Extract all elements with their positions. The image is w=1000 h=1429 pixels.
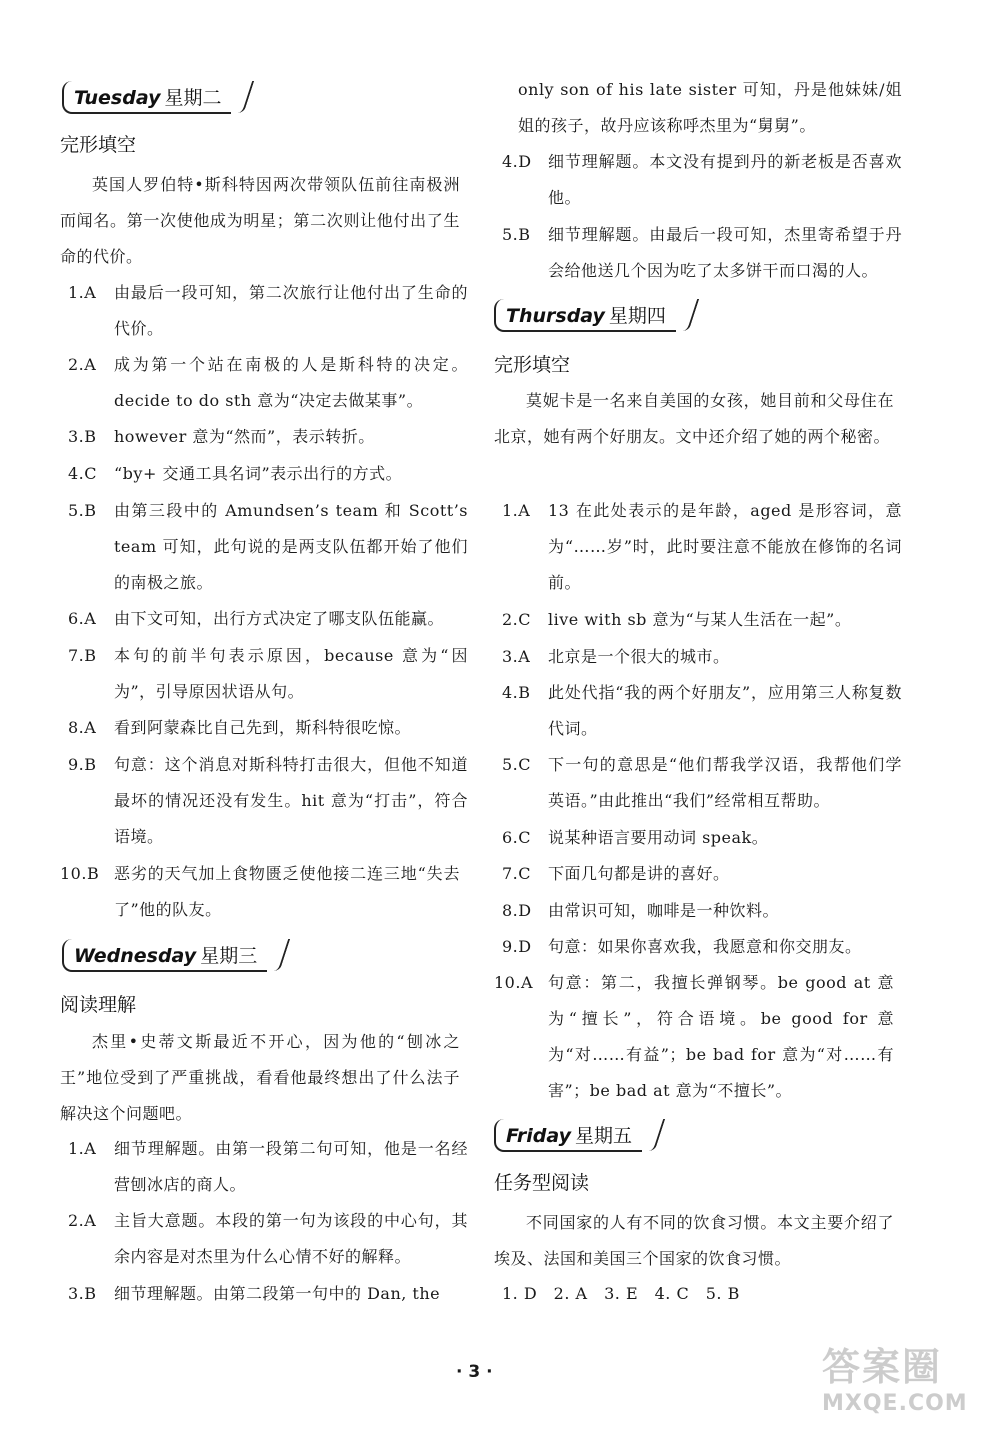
wednesday-item-3: 3.B 细节理解题。由第二段第一句中的 Dan, the: [68, 1284, 441, 1303]
tuesday-item-10: 10.B 恶劣的天气加上食物匮乏使他接二连三地“失去了”他的队友。: [60, 864, 460, 919]
thursday-intro: 莫妮卡是一名来自美国的女孩，她目前和父母住在北京，她有两个好朋友。文中还介绍了她的两个秘密。: [494, 391, 894, 446]
continuation-indent: [502, 72, 518, 144]
wednesday-item-3-continued-text: only son of his late sister 可知，丹是他妹妹/姐姐的孩子，故丹应该称呼杰里为“舅舅”。: [518, 80, 902, 135]
tuesday-item-2: 2.A 成为第一个站在南极的人是斯科特的决定。decide to do sth 意为“决定去做某事”。: [68, 355, 468, 410]
friday-answers: 1. D 2. A 3. E 4. C 5. B: [502, 1284, 740, 1303]
tuesday-section-title: 完形填空: [60, 134, 137, 156]
thursday-section-title: 完形填空: [494, 354, 571, 376]
friday-label-cn: 星期五: [575, 1124, 633, 1147]
thursday-item-6: 6.C 说某种语言要用动词 speak。: [502, 828, 769, 847]
wednesday-item-1: 1.A 细节理解题。由第一段第二句可知，他是一名经营刨冰店的商人。: [68, 1139, 468, 1194]
page-number: · 3 ·: [456, 1362, 493, 1382]
thursday-item-2: 2.C live with sb 意为“与某人生活在一起”。: [502, 610, 852, 629]
tuesday-intro: 英国人罗伯特•斯科特因两次带领队伍前往南极洲而闻名。第一次使他成为明星；第二次则让他付出了生命的代价。: [60, 175, 460, 266]
watermark-logo: [822, 1336, 992, 1420]
tuesday-label-en: Tuesday: [74, 86, 161, 109]
heading-slash-decoration: [228, 81, 254, 113]
tuesday-label-cn: 星期二: [164, 86, 222, 109]
thursday-item-8: 8.D 由常识可知，咖啡是一种饮料。: [502, 901, 780, 920]
thursday-label-cn: 星期四: [608, 304, 666, 327]
friday-label-en: Friday: [506, 1124, 571, 1147]
wednesday-label-en: Wednesday: [74, 944, 197, 967]
thursday-heading: [494, 300, 694, 330]
heading-slash-decoration: [639, 1119, 665, 1151]
thursday-item-1: 1.A 13 在此处表示的是年龄，aged 是形容词，意为“……岁”时，此时要注意不能放在修饰的名词前。: [502, 501, 902, 592]
wednesday-intro: 杰里•史蒂文斯最近不开心，因为他的“刨冰之王”地位受到了严重挑战，看看他最终想出了什么法子解决这个问题吧。: [60, 1032, 460, 1123]
wednesday-section-title: 阅读理解: [60, 994, 137, 1016]
thursday-item-9: 9.D 句意：如果你喜欢我，我愿意和你交朋友。: [502, 937, 862, 956]
thursday-label-en: Thursday: [506, 304, 605, 327]
tuesday-item-6: 6.A 由下文可知，出行方式决定了哪支队伍能赢。: [68, 609, 445, 628]
thursday-item-3: 3.A 北京是一个很大的城市。: [502, 647, 730, 666]
tuesday-item-5: 5.B 由第三段中的 Amundsen’s team 和 Scott’s team 可知，此句说的是两支队伍都开始了他们的南极之旅。: [68, 501, 468, 592]
tuesday-item-3: 3.B however 意为“然而”，表示转折。: [68, 427, 375, 446]
watermark-top-text: 答案圈: [822, 1345, 943, 1389]
wednesday-item-3-continued: [502, 72, 902, 144]
thursday-item-4: 4.B 此处代指“我的两个好朋友”，应用第三人称复数代词。: [502, 683, 902, 738]
watermark-bottom-text: MXQE.COM: [822, 1391, 968, 1416]
tuesday-item-4: 4.C “by+ 交通工具名词”表示出行的方式。: [68, 464, 403, 483]
friday-section-title: 任务型阅读: [494, 1172, 590, 1194]
heading-slash-decoration: [673, 299, 699, 331]
wednesday-heading: [62, 940, 285, 970]
wednesday-label-cn: 星期三: [200, 944, 258, 967]
tuesday-item-8: 8.A 看到阿蒙森比自己先到，斯科特很吃惊。: [68, 718, 412, 737]
wednesday-item-4: 4.D 细节理解题。本文没有提到丹的新老板是否喜欢他。: [502, 152, 902, 207]
wednesday-item-2: 2.A 主旨大意题。本段的第一句为该段的中心句，其余内容是对杰里为什么心情不好的解释。: [68, 1211, 468, 1266]
thursday-item-7: 7.C 下面几句都是讲的喜好。: [502, 864, 730, 883]
tuesday-item-9: 9.B 句意：这个消息对斯科特打击很大，但他不知道最坏的情况还没有发生。hit 意为“打击”，符合语境。: [68, 755, 468, 846]
friday-heading: [494, 1120, 660, 1150]
wednesday-item-5: 5.B 细节理解题。由最后一段可知，杰里寄希望于丹会给他送几个因为吃了太多饼干而口渴的人。: [502, 225, 902, 280]
tuesday-heading: [62, 82, 249, 112]
tuesday-item-7: 7.B 本句的前半句表示原因，because 意为“因为”，引导原因状语从句。: [68, 646, 468, 701]
friday-intro: 不同国家的人有不同的饮食习惯。本文主要介绍了埃及、法国和美国三个国家的饮食习惯。: [494, 1213, 894, 1268]
thursday-item-5: 5.C 下一句的意思是“他们帮我学汉语，我帮他们学英语。”由此推出“我们”经常相互帮助。: [502, 755, 902, 810]
heading-slash-decoration: [264, 939, 290, 971]
thursday-item-10: 10.A 句意：第二，我擅长弹钢琴。be good at 意为“擅长”，符合语境。be good for 意为“对……有益”；be bad for 意为“对……有害”；be bad at 意为“不擅长”。: [494, 973, 894, 1100]
tuesday-item-1: 1.A 由最后一段可知，第二次旅行让他付出了生命的代价。: [68, 283, 468, 338]
